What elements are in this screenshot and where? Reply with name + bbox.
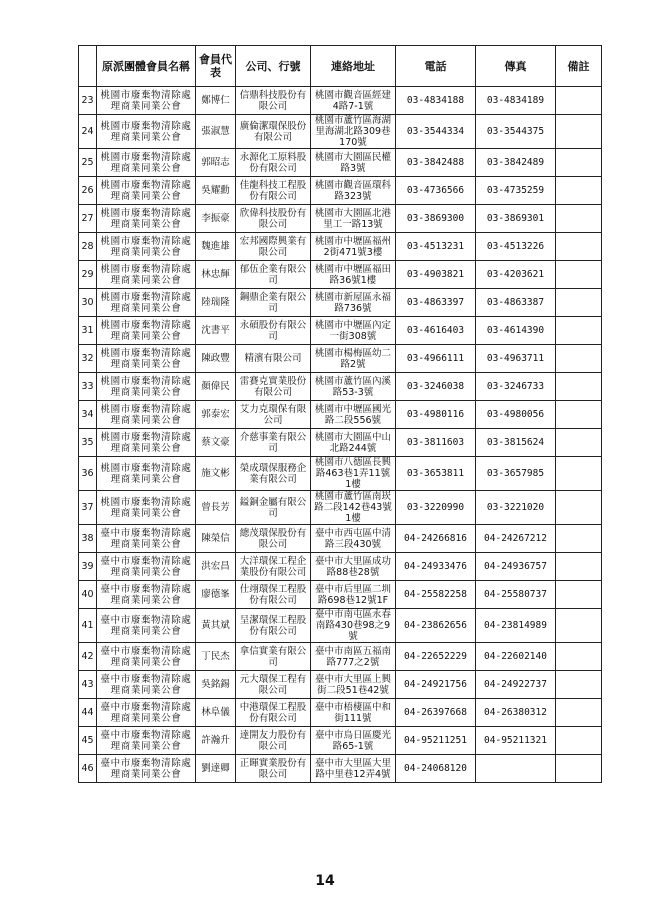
cell-company: 總茂環保股份有限公司 bbox=[236, 525, 311, 553]
table-row bbox=[79, 317, 602, 345]
cell-association: 臺中市廢棄物清除處理商業同業公會 bbox=[97, 581, 196, 609]
cell-association: 桃園市廢棄物清除處理商業同業公會 bbox=[97, 205, 196, 233]
cell-association: 桃園市廢棄物清除處理商業同業公會 bbox=[97, 401, 196, 429]
cell-no: 37 bbox=[79, 491, 97, 525]
cell-fax: 03-4963711 bbox=[476, 345, 556, 373]
cell-phone: 03-3811603 bbox=[396, 429, 476, 457]
cell-phone: 04-23862656 bbox=[396, 609, 476, 643]
cell-rep: 魏進雄 bbox=[196, 233, 236, 261]
cell-phone: 04-24266816 bbox=[396, 525, 476, 553]
table-row bbox=[79, 289, 602, 317]
cell-association: 臺中市廢棄物清除處理商業同業公會 bbox=[97, 671, 196, 699]
table-row bbox=[79, 87, 602, 115]
cell-no: 46 bbox=[79, 755, 97, 783]
cell-address: 桃園市蘆竹區內溪路53-3號 bbox=[311, 373, 396, 401]
cell-no: 32 bbox=[79, 345, 97, 373]
cell-association: 臺中市廢棄物清除處理商業同業公會 bbox=[97, 553, 196, 581]
cell-fax: 04-24267212 bbox=[476, 525, 556, 553]
cell-address: 桃園市蘆竹區南崁路二段142巷43號1樓 bbox=[311, 491, 396, 525]
cell-address: 桃園市中壢區內定一街308號 bbox=[311, 317, 396, 345]
cell-association: 桃園市廢棄物清除處理商業同業公會 bbox=[97, 345, 196, 373]
cell-association: 臺中市廢棄物清除處理商業同業公會 bbox=[97, 727, 196, 755]
cell-address: 桃園市蘆竹區海湖里海湖北路309巷170號 bbox=[311, 115, 396, 149]
cell-fax: 03-4863387 bbox=[476, 289, 556, 317]
cell-no: 39 bbox=[79, 553, 97, 581]
cell-remark bbox=[556, 429, 602, 457]
cell-phone: 03-3220990 bbox=[396, 491, 476, 525]
cell-address: 臺中市西屯區中清路三段430號 bbox=[311, 525, 396, 553]
cell-phone: 03-4513231 bbox=[396, 233, 476, 261]
cell-address: 臺中市烏日區慶光路65-1號 bbox=[311, 727, 396, 755]
cell-rep: 曾長芳 bbox=[196, 491, 236, 525]
cell-no: 36 bbox=[79, 457, 97, 491]
table-row bbox=[79, 727, 602, 755]
table-row bbox=[79, 671, 602, 699]
cell-no: 29 bbox=[79, 261, 97, 289]
cell-phone: 03-4980116 bbox=[396, 401, 476, 429]
cell-address: 桃園市楊梅區幼二路2號 bbox=[311, 345, 396, 373]
cell-remark bbox=[556, 755, 602, 783]
table-row bbox=[79, 457, 602, 491]
cell-association: 桃園市廢棄物清除處理商業同業公會 bbox=[97, 429, 196, 457]
cell-company: 鋼鼎企業有限公司 bbox=[236, 289, 311, 317]
table-row bbox=[79, 581, 602, 609]
cell-rep: 顏偉民 bbox=[196, 373, 236, 401]
cell-address: 桃園市新屋區永福路736號 bbox=[311, 289, 396, 317]
cell-no: 27 bbox=[79, 205, 97, 233]
cell-no: 24 bbox=[79, 115, 97, 149]
cell-no: 34 bbox=[79, 401, 97, 429]
header-address: 連絡地址 bbox=[311, 46, 396, 87]
cell-company: 榮成環保服務企業有限公司 bbox=[236, 457, 311, 491]
cell-rep: 陳政豐 bbox=[196, 345, 236, 373]
cell-association: 桃園市廢棄物清除處理商業同業公會 bbox=[97, 261, 196, 289]
cell-phone: 03-4863397 bbox=[396, 289, 476, 317]
cell-association: 桃園市廢棄物清除處理商業同業公會 bbox=[97, 149, 196, 177]
cell-fax: 03-4834189 bbox=[476, 87, 556, 115]
cell-phone: 04-25582258 bbox=[396, 581, 476, 609]
cell-phone: 03-3869300 bbox=[396, 205, 476, 233]
header-association: 原派團體會員名稱 bbox=[97, 46, 196, 87]
cell-address: 臺中市大里區大里路中里巷12弄4號 bbox=[311, 755, 396, 783]
cell-association: 桃園市廢棄物清除處理商業同業公會 bbox=[97, 115, 196, 149]
cell-address: 桃園市中壢區福州2街471號3樓 bbox=[311, 233, 396, 261]
cell-remark bbox=[556, 87, 602, 115]
header-company: 公司、行號 bbox=[236, 46, 311, 87]
cell-company: 大洋環保工程企業股份有限公司 bbox=[236, 553, 311, 581]
cell-association: 桃園市廢棄物清除處理商業同業公會 bbox=[97, 317, 196, 345]
cell-association: 桃園市廢棄物清除處理商業同業公會 bbox=[97, 491, 196, 525]
header-phone: 電話 bbox=[396, 46, 476, 87]
cell-rep: 林阜儀 bbox=[196, 699, 236, 727]
table-row bbox=[79, 177, 602, 205]
cell-address: 桃園市觀音區經建4路7-1號 bbox=[311, 87, 396, 115]
cell-rep: 李振豪 bbox=[196, 205, 236, 233]
cell-fax: 03-3246733 bbox=[476, 373, 556, 401]
cell-phone: 03-3544334 bbox=[396, 115, 476, 149]
cell-address: 桃園市大園區中山北路244號 bbox=[311, 429, 396, 457]
table-row bbox=[79, 699, 602, 727]
cell-address: 臺中市大里區上興街二段51巷42號 bbox=[311, 671, 396, 699]
cell-company: 永碩股份有限公司 bbox=[236, 317, 311, 345]
cell-company: 信鼎科技股份有限公司 bbox=[236, 87, 311, 115]
cell-company: 中港環保工程股份有限公司 bbox=[236, 699, 311, 727]
cell-rep: 鄭博仁 bbox=[196, 87, 236, 115]
cell-association: 桃園市廢棄物清除處理商業同業公會 bbox=[97, 457, 196, 491]
cell-company: 拿信實業有限公司 bbox=[236, 643, 311, 671]
cell-fax: 04-22602140 bbox=[476, 643, 556, 671]
cell-remark bbox=[556, 699, 602, 727]
cell-rep: 蔡文豪 bbox=[196, 429, 236, 457]
cell-remark bbox=[556, 457, 602, 491]
cell-association: 臺中市廢棄物清除處理商業同業公會 bbox=[97, 755, 196, 783]
cell-fax bbox=[476, 755, 556, 783]
cell-company: 雷賽克實業股份有限公司 bbox=[236, 373, 311, 401]
cell-remark bbox=[556, 373, 602, 401]
cell-fax: 03-3869301 bbox=[476, 205, 556, 233]
table-row bbox=[79, 491, 602, 525]
cell-rep: 陸瑞隆 bbox=[196, 289, 236, 317]
cell-phone: 04-26397668 bbox=[396, 699, 476, 727]
cell-remark bbox=[556, 233, 602, 261]
table-header-row bbox=[79, 46, 602, 87]
cell-company: 永源化工原料股份有限公司 bbox=[236, 149, 311, 177]
cell-fax: 03-3815624 bbox=[476, 429, 556, 457]
cell-no: 45 bbox=[79, 727, 97, 755]
cell-rep: 黃其斌 bbox=[196, 609, 236, 643]
cell-address: 臺中市大里區成功路88巷28號 bbox=[311, 553, 396, 581]
cell-address: 臺中市梧棲區中和街111號 bbox=[311, 699, 396, 727]
cell-association: 臺中市廢棄物清除處理商業同業公會 bbox=[97, 609, 196, 643]
header-remark: 備註 bbox=[556, 46, 602, 87]
cell-company: 艾力克環保有限公司 bbox=[236, 401, 311, 429]
cell-company: 元大環保工程有限公司 bbox=[236, 671, 311, 699]
cell-phone: 04-24921756 bbox=[396, 671, 476, 699]
cell-remark bbox=[556, 115, 602, 149]
cell-fax: 04-23814989 bbox=[476, 609, 556, 643]
cell-fax: 04-24922737 bbox=[476, 671, 556, 699]
cell-rep: 沈書平 bbox=[196, 317, 236, 345]
cell-rep: 郭泰宏 bbox=[196, 401, 236, 429]
table-row bbox=[79, 261, 602, 289]
cell-no: 41 bbox=[79, 609, 97, 643]
cell-address: 桃園市觀音區環科路323號 bbox=[311, 177, 396, 205]
cell-association: 臺中市廢棄物清除處理商業同業公會 bbox=[97, 525, 196, 553]
table-row bbox=[79, 373, 602, 401]
cell-fax: 03-4203621 bbox=[476, 261, 556, 289]
cell-phone: 03-3653811 bbox=[396, 457, 476, 491]
cell-remark bbox=[556, 289, 602, 317]
cell-no: 26 bbox=[79, 177, 97, 205]
cell-company: 郁伍企業有限公司 bbox=[236, 261, 311, 289]
cell-association: 桃園市廢棄物清除處理商業同業公會 bbox=[97, 373, 196, 401]
page-number: 14 bbox=[315, 873, 335, 889]
cell-association: 桃園市廢棄物清除處理商業同業公會 bbox=[97, 289, 196, 317]
cell-address: 桃園市八德區長興路463巷1弄11號1樓 bbox=[311, 457, 396, 491]
cell-remark bbox=[556, 205, 602, 233]
cell-rep: 吳銘錫 bbox=[196, 671, 236, 699]
cell-company: 欣偉科技股份有限公司 bbox=[236, 205, 311, 233]
cell-address: 桃園市大園區民權路3號 bbox=[311, 149, 396, 177]
cell-remark bbox=[556, 727, 602, 755]
header-rep: 會員代表 bbox=[196, 46, 236, 87]
cell-fax: 03-3544375 bbox=[476, 115, 556, 149]
table-row bbox=[79, 609, 602, 643]
cell-rep: 廖德峯 bbox=[196, 581, 236, 609]
cell-remark bbox=[556, 491, 602, 525]
cell-address: 臺中市南區五福南路777之2號 bbox=[311, 643, 396, 671]
cell-company: 宏邦國際興業有限公司 bbox=[236, 233, 311, 261]
cell-no: 44 bbox=[79, 699, 97, 727]
table-row bbox=[79, 401, 602, 429]
cell-address: 桃園市中壢區福田路36號1樓 bbox=[311, 261, 396, 289]
cell-company: 精濱有限公司 bbox=[236, 345, 311, 373]
cell-phone: 04-24933476 bbox=[396, 553, 476, 581]
cell-no: 43 bbox=[79, 671, 97, 699]
cell-phone: 03-4736566 bbox=[396, 177, 476, 205]
table-row bbox=[79, 149, 602, 177]
cell-association: 臺中市廢棄物清除處理商業同業公會 bbox=[97, 699, 196, 727]
cell-company: 達開友力股份有限公司 bbox=[236, 727, 311, 755]
cell-rep: 林忠輝 bbox=[196, 261, 236, 289]
cell-fax: 04-95211321 bbox=[476, 727, 556, 755]
cell-fax: 03-4980056 bbox=[476, 401, 556, 429]
cell-fax: 04-25580737 bbox=[476, 581, 556, 609]
cell-fax: 03-3657985 bbox=[476, 457, 556, 491]
cell-company: 佳龍科技工程股份有限公司 bbox=[236, 177, 311, 205]
cell-company: 鎰銅金屬有限公司 bbox=[236, 491, 311, 525]
cell-no: 23 bbox=[79, 87, 97, 115]
header-fax: 傳真 bbox=[476, 46, 556, 87]
cell-remark bbox=[556, 177, 602, 205]
cell-address: 臺中市南屯區永春南路430巷98之9號 bbox=[311, 609, 396, 643]
cell-company: 介慈事業有限公司 bbox=[236, 429, 311, 457]
cell-remark bbox=[556, 553, 602, 581]
cell-association: 桃園市廢棄物清除處理商業同業公會 bbox=[97, 233, 196, 261]
cell-phone: 03-3842488 bbox=[396, 149, 476, 177]
cell-no: 30 bbox=[79, 289, 97, 317]
cell-company: 廣倫潔環保股份有限公司 bbox=[236, 115, 311, 149]
cell-company: 仕翊環保工程股份有限公司 bbox=[236, 581, 311, 609]
cell-no: 28 bbox=[79, 233, 97, 261]
cell-remark bbox=[556, 609, 602, 643]
table-row bbox=[79, 525, 602, 553]
cell-remark bbox=[556, 149, 602, 177]
cell-no: 31 bbox=[79, 317, 97, 345]
cell-phone: 04-95211251 bbox=[396, 727, 476, 755]
cell-no: 38 bbox=[79, 525, 97, 553]
header-no bbox=[79, 46, 97, 87]
table-body bbox=[79, 87, 602, 783]
cell-association: 臺中市廢棄物清除處理商業同業公會 bbox=[97, 643, 196, 671]
cell-address: 臺中市后里區二圳路698巷12號1F bbox=[311, 581, 396, 609]
cell-rep: 吳耀勳 bbox=[196, 177, 236, 205]
cell-phone: 04-24068120 bbox=[396, 755, 476, 783]
cell-rep: 施文彬 bbox=[196, 457, 236, 491]
cell-rep: 許瀚升 bbox=[196, 727, 236, 755]
cell-phone: 03-4834188 bbox=[396, 87, 476, 115]
cell-rep: 劉達卿 bbox=[196, 755, 236, 783]
cell-rep: 洪宏昌 bbox=[196, 553, 236, 581]
cell-rep: 郭昭志 bbox=[196, 149, 236, 177]
cell-fax: 03-3842489 bbox=[476, 149, 556, 177]
table-row bbox=[79, 115, 602, 149]
cell-phone: 03-4903821 bbox=[396, 261, 476, 289]
cell-association: 桃園市廢棄物清除處理商業同業公會 bbox=[97, 87, 196, 115]
cell-remark bbox=[556, 401, 602, 429]
cell-association: 桃園市廢棄物清除處理商業同業公會 bbox=[97, 177, 196, 205]
cell-remark bbox=[556, 581, 602, 609]
cell-phone: 03-4966111 bbox=[396, 345, 476, 373]
cell-phone: 03-3246038 bbox=[396, 373, 476, 401]
cell-address: 桃園市中壢區國光路二段556號 bbox=[311, 401, 396, 429]
cell-rep: 丁民杰 bbox=[196, 643, 236, 671]
cell-address: 桃園市大園區北港里工一路13號 bbox=[311, 205, 396, 233]
cell-fax: 03-3221020 bbox=[476, 491, 556, 525]
cell-remark bbox=[556, 345, 602, 373]
cell-no: 33 bbox=[79, 373, 97, 401]
table-row bbox=[79, 553, 602, 581]
table-row bbox=[79, 755, 602, 783]
cell-remark bbox=[556, 525, 602, 553]
member-roster-table bbox=[78, 45, 602, 783]
cell-remark bbox=[556, 643, 602, 671]
table-row bbox=[79, 233, 602, 261]
cell-no: 25 bbox=[79, 149, 97, 177]
table-row bbox=[79, 429, 602, 457]
cell-remark bbox=[556, 317, 602, 345]
cell-fax: 04-26380312 bbox=[476, 699, 556, 727]
cell-company: 正暉實業股份有限公司 bbox=[236, 755, 311, 783]
table-row bbox=[79, 345, 602, 373]
table-row bbox=[79, 643, 602, 671]
table-row bbox=[79, 205, 602, 233]
cell-fax: 03-4513226 bbox=[476, 233, 556, 261]
cell-fax: 03-4614390 bbox=[476, 317, 556, 345]
cell-rep: 陳榮信 bbox=[196, 525, 236, 553]
cell-phone: 04-22652229 bbox=[396, 643, 476, 671]
cell-company: 呈潔環保工程股份有限公司 bbox=[236, 609, 311, 643]
cell-no: 42 bbox=[79, 643, 97, 671]
cell-remark bbox=[556, 261, 602, 289]
cell-remark bbox=[556, 671, 602, 699]
cell-phone: 03-4616403 bbox=[396, 317, 476, 345]
cell-no: 40 bbox=[79, 581, 97, 609]
cell-fax: 04-24936757 bbox=[476, 553, 556, 581]
cell-no: 35 bbox=[79, 429, 97, 457]
cell-fax: 03-4735259 bbox=[476, 177, 556, 205]
cell-rep: 張淑慧 bbox=[196, 115, 236, 149]
